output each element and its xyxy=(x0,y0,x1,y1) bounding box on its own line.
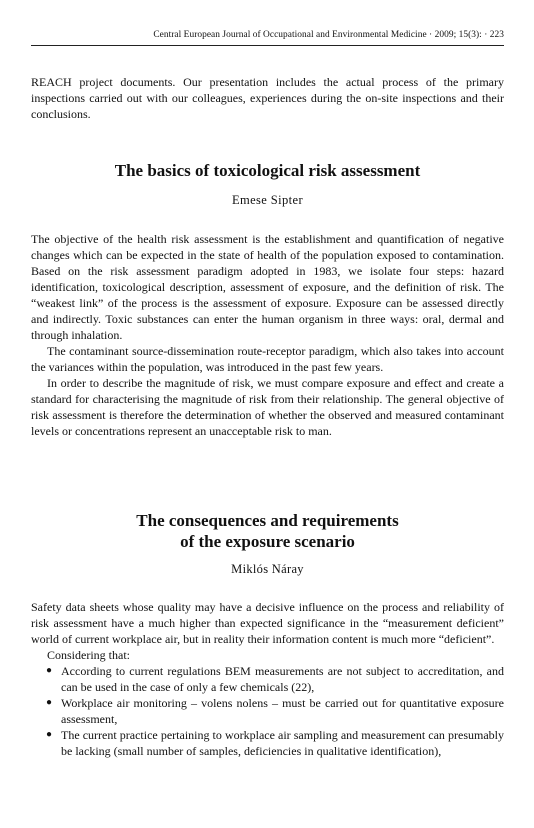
bullet-text: The current practice pertaining to workplace air sampling and measurement can presumably be lacking (small number of samples, deficiencies in qualitative identification), xyxy=(61,728,504,758)
section-author: Emese Sipter xyxy=(231,193,304,207)
title-line: of the exposure scenario xyxy=(180,532,355,551)
paragraph: The contaminant source-dissemination route-receptor paradigm, which also takes into account the variances within the population, was introduced in the past few years. xyxy=(31,344,504,374)
bullet-icon: ● xyxy=(46,729,53,740)
bullet-icon: ● xyxy=(46,665,53,676)
bullet-item xyxy=(31,695,504,727)
intro-paragraph: REACH project documents. Our presentation includes the actual process of the primary inspections carried out with our colleagues, experiences during the on-site inspections and their conclusions. xyxy=(31,75,504,121)
section-body xyxy=(31,599,504,759)
title-line: The consequences and requirements xyxy=(136,511,399,530)
section-author: Miklós Náray xyxy=(231,562,304,576)
bullet-item xyxy=(31,663,504,695)
paragraph: The objective of the health risk assessment is the establishment and quantification of negative changes which can be expected in the state of health of the population exposed to contamination. Based on the risk assessment paradigm adopted in 1983, we isolate four steps: hazard identification, toxicological description, assessment of exposure, and the definition of risk. The “weakest link” of the process is the assessment of exposure. Exposure can be assessed directly and indirectly. Toxic substances can enter the human organism in three ways: oral, dermal and through inhalation. xyxy=(31,232,504,342)
bullet-text: Workplace air monitoring – volens nolens – must be carried out for quantitative exposure assessment, xyxy=(61,696,504,726)
bullet-text: According to current regulations BEM measurements are not subject to accreditation, and can be used in the case of only a few chemicals (22), xyxy=(61,664,504,694)
section-body xyxy=(31,231,504,439)
header-rule xyxy=(31,45,504,46)
paragraph: Safety data sheets whose quality may have a decisive influence on the process and reliability of risk assessment have a much higher than expected significance in the “measurement deficient” world of current workplace air, but in reality their information content is much more “deficient”. xyxy=(31,600,504,646)
section-title-risk-assessment: The basics of toxicological risk assessment xyxy=(114,161,421,180)
section-title-exposure-scenario xyxy=(31,510,504,552)
bullet-list xyxy=(31,663,504,759)
considering-line: Considering that: xyxy=(47,648,130,662)
running-head: Central European Journal of Occupational and Environmental Medicine · 2009; 15(3): · 223 xyxy=(153,30,504,40)
bullet-item xyxy=(31,727,504,759)
paragraph: In order to describe the magnitude of risk, we must compare exposure and effect and create a standard for characterising the magnitude of risk from their relationship. The general objective of risk assessment is therefore the determination of whether the observed and measured contaminant levels or concentrations represent an unacceptable risk to man. xyxy=(31,376,504,438)
bullet-icon: ● xyxy=(46,697,53,708)
